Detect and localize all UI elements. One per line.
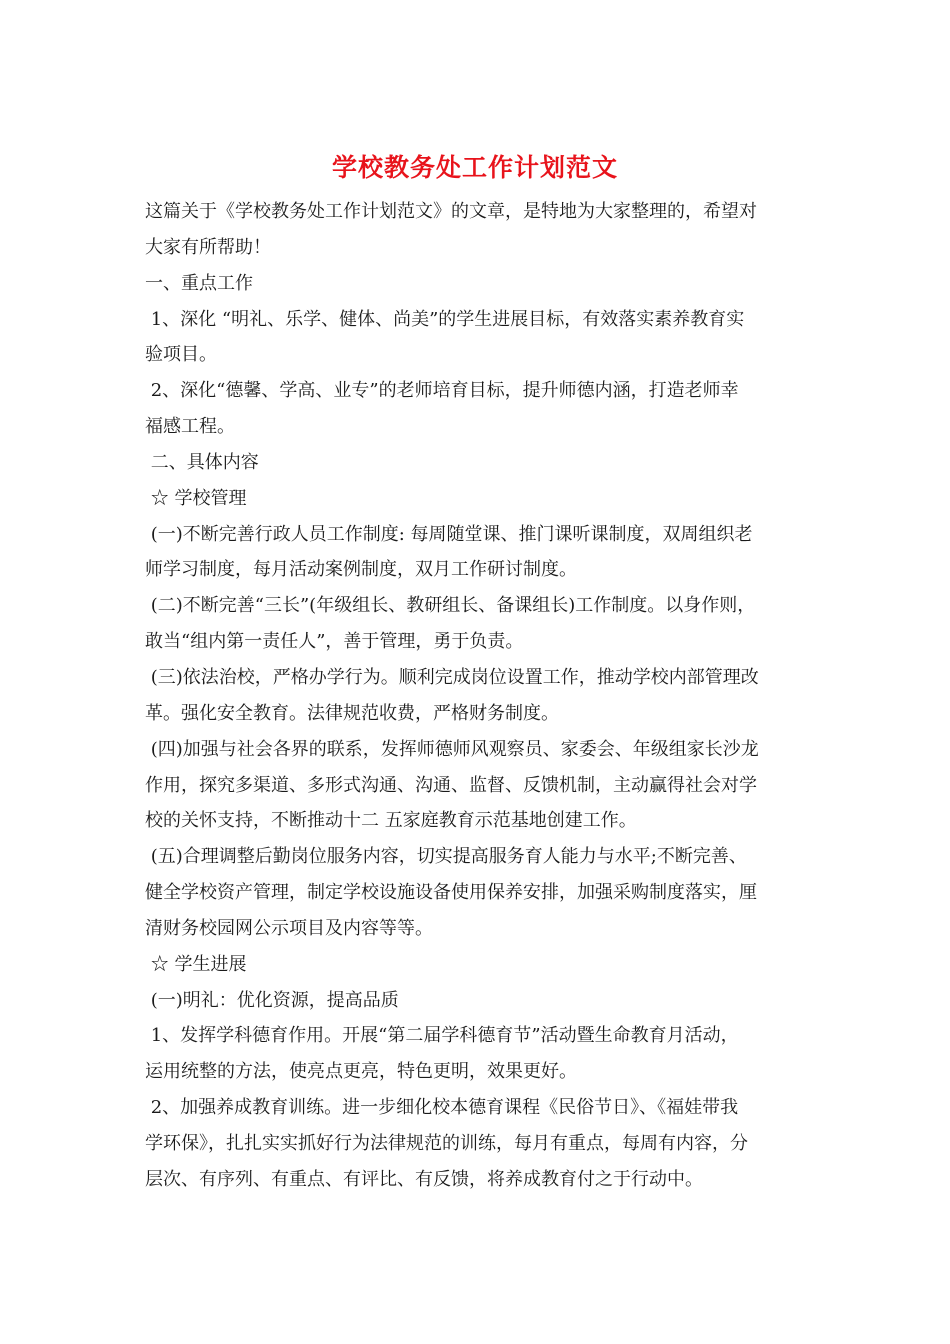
text-line: 1、深化 “明礼、乐学、健体、尚美”的学生进展目标，有效落实素养教育实	[145, 308, 745, 330]
text-line: 敢当“组内第一责任人”，善于管理，勇于负责。	[145, 631, 524, 653]
text-line: 校的关怀支持，不断推动十二 五家庭教育示范基地创建工作。	[145, 810, 637, 832]
text-line: (一)明礼：优化资源，提高品质	[145, 989, 399, 1011]
text-line: 层次、有序列、有重点、有评比、有反馈，将养成教育付之于行动中。	[145, 1168, 703, 1190]
section-heading: 一、重点工作	[145, 272, 253, 294]
text-line: (四)加强与社会各界的联系，发挥师德师风观察员、家委会、年级组家长沙龙	[145, 738, 759, 760]
text-line: 2、加强养成教育训练。进一步细化校本德育课程《民俗节日》、《福娃带我	[145, 1097, 739, 1119]
text-line: 学环保》，扎扎实实抓好行为法律规范的训练，每月有重点，每周有内容，分	[145, 1132, 748, 1154]
text-line: 2、深化“德馨、学高、业专”的老师培育目标，提升师德内涵，打造老师幸	[145, 380, 739, 402]
text-line: 这篇关于《学校教务处工作计划范文》的文章，是特地为大家整理的，希望对	[145, 201, 757, 222]
subsection-heading: ☆ 学生进展	[145, 953, 247, 975]
text-line: 清财务校园网公示项目及内容等等。	[145, 917, 433, 939]
document-title: 学校教务处工作计划范文	[331, 153, 618, 182]
text-line: 健全学校资产管理，制定学校设施设备使用保养安排，加强采购制度落实，厘	[145, 882, 757, 904]
text-line: 革。强化安全教育。法律规范收费，严格财务制度。	[145, 702, 559, 724]
text-line: 作用，探究多渠道、多形式沟通、沟通、监督、反馈机制，主动赢得社会对学	[145, 774, 757, 796]
text-line: (三)依法治校，严格办学行为。顺利完成岗位设置工作，推动学校内部管理改	[145, 666, 759, 688]
document-body	[145, 194, 805, 1198]
text-line: 福感工程。	[145, 416, 235, 438]
text-line: (一)不断完善行政人员工作制度: 每周随堂课、推门课听课制度，双周组织老	[145, 523, 753, 545]
text-line: 运用统整的方法，使亮点更亮，特色更明，效果更好。	[145, 1061, 577, 1083]
text-line: 大家有所帮助！	[145, 236, 271, 258]
text-line: (五)合理调整后勤岗位服务内容，切实提高服务育人能力与水平;不断完善、	[145, 846, 747, 868]
text-line: 师学习制度，每月活动案例制度，双月工作研讨制度。	[145, 559, 577, 581]
subsection-heading: ☆ 学校管理	[145, 487, 247, 509]
text-line: 验项目。	[145, 344, 217, 366]
section-heading: 二、具体内容	[145, 451, 259, 473]
text-line: (二)不断完善“三长”(年级组长、教研组长、备课组长)工作制度。以身作则，	[145, 595, 756, 617]
text-line: 1、发挥学科德育作用。开展“第二届学科德育节”活动暨生命教育月活动，	[145, 1025, 739, 1047]
